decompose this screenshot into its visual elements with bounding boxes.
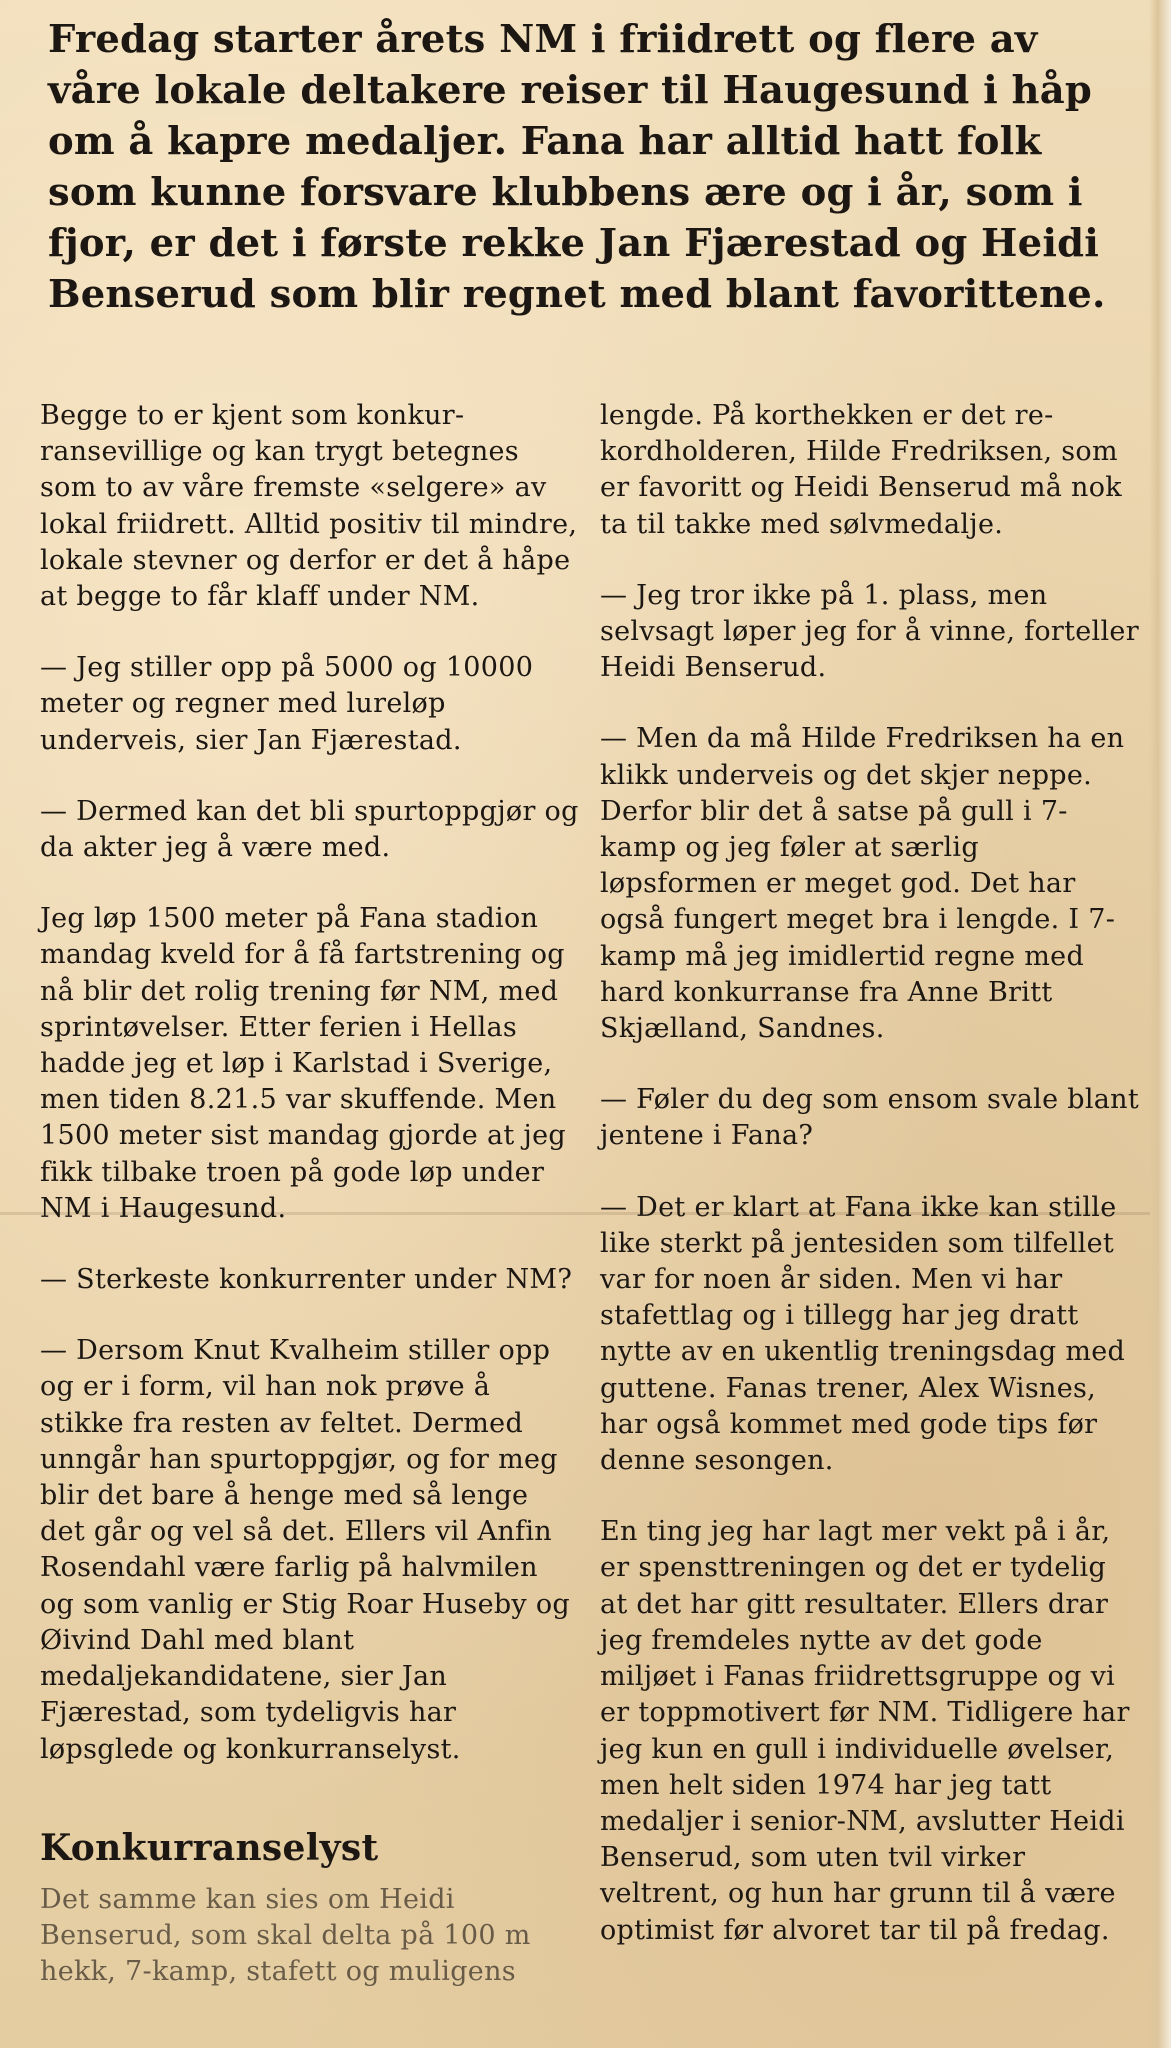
subheading: Konkurranselyst <box>40 1826 379 1869</box>
paragraph: — Jeg tror ikke på 1. plass, men selvsagt løper jeg for å vinne, forteller Heidi Benserud. <box>600 579 1139 684</box>
right-column <box>600 398 1140 1984</box>
paragraph: — Sterkeste konkurrenter under NM? <box>40 1264 573 1296</box>
paragraph: Det samme kan sies om Heidi Benserud, som skal delta på 100 m hekk, 7-kamp, stafett og muligens <box>40 1883 531 1988</box>
article-lead: Fredag starter årets NM i friidrett og flere av våre lokale deltakere reiser til Haugesund i håp om å kapre medaljer. Fana har alltid hatt folk som kunne forsvare klubbens ære og i år, som i fjor, er det i første rekke Jan Fjærestad og Heidi Benserud som blir regnet med blant favorittene. <box>48 17 1106 317</box>
paragraph: — Jeg stiller opp på 5000 og 10000 meter og regner med lureløp underveis, sier Jan Fjærestad. <box>40 652 534 756</box>
paper-edge <box>1149 0 1171 2048</box>
paragraph: — Føler du deg som ensom svale blant jentene i Fana? <box>600 1084 1140 1152</box>
paragraph: Begge to er kjent som konkurransevillige og kan trygt betegnes som to av våre fremste «selgere» av lokal friidrett. Alltid positiv til mindre, lokale stevner og derfor er det å håpe at begge to får klaff under NM. <box>40 400 578 613</box>
paragraph: En ting jeg har lagt mer vekt på i år, er spensttreningen og det er tydelig at det har gitt resultater. Ellers drar jeg fremdeles nytte av det gode miljøet i Fanas friidrettsgruppe og vi er toppmotivert før NM. Tidligere har jeg kun en gull i individuelle øvelser, men helt siden 1974 har jeg tatt medaljer i senior-NM, avslutter Heidi Benserud, som uten tvil virker veltrent, og hun har grunn til å være optimist før alvoret tar til på fredag. <box>600 1516 1130 1946</box>
left-column <box>40 398 580 2025</box>
paragraph: lengde. På korthekken er det rekordholderen, Hilde Fredriksen, som er favoritt og Heidi Benserud må nok ta til takke med sølvmedalje. <box>600 400 1122 540</box>
paragraph: Jeg løp 1500 meter på Fana stadion mandag kveld for å få fartstrening og nå blir det rolig trening før NM, med sprintøvelser. Etter ferien i Hellas hadde jeg et løp i Karlstad i Sverige, men tiden 8.21.5 var skuffende. Men 1500 meter sist mandag gjorde at jeg fikk tilbake troen på gode løp under NM i Haugesund. <box>40 903 566 1224</box>
paragraph: — Det er klart at Fana ikke kan stille like sterkt på jentesiden som tilfellet var for noen år siden. Men vi har stafettlag og i tillegg har jeg dratt nytte av en ukentlig treningsdag med guttene. Fanas trener, Alex Wisnes, har også kommet med gode tips før denne sesongen. <box>600 1191 1126 1477</box>
paragraph: — Dersom Knut Kvalheim stiller opp og er i form, vil han nok prøve å stikke fra resten av feltet. Dermed unngår han spurtoppgjør, og for meg blir det bare å henge med så lenge det går og vel så det. Ellers vil Anfin Rosendahl være farlig på halvmilen og som vanlig er Stig Roar Huseby og Øivind Dahl med blant medaljekandidatene, sier Jan Fjærestad, som tydeligvis har løpsglede og konkurranselyst. <box>40 1335 571 1765</box>
paragraph: — Dermed kan det bli spurtoppgjør og da akter jeg å være med. <box>40 795 579 864</box>
paragraph: — Men da må Hilde Fredriksen ha en klikk underveis og det skjer neppe. Derfor blir det å satse på gull i 7-kamp og jeg føler at særlig løpsformen er meget god. Det har også fungert meget bra i lengde. I 7-kamp må jeg imidlertid regne med hard konkurranse fra Anne Britt Skjælland, Sandnes. <box>600 723 1125 1045</box>
